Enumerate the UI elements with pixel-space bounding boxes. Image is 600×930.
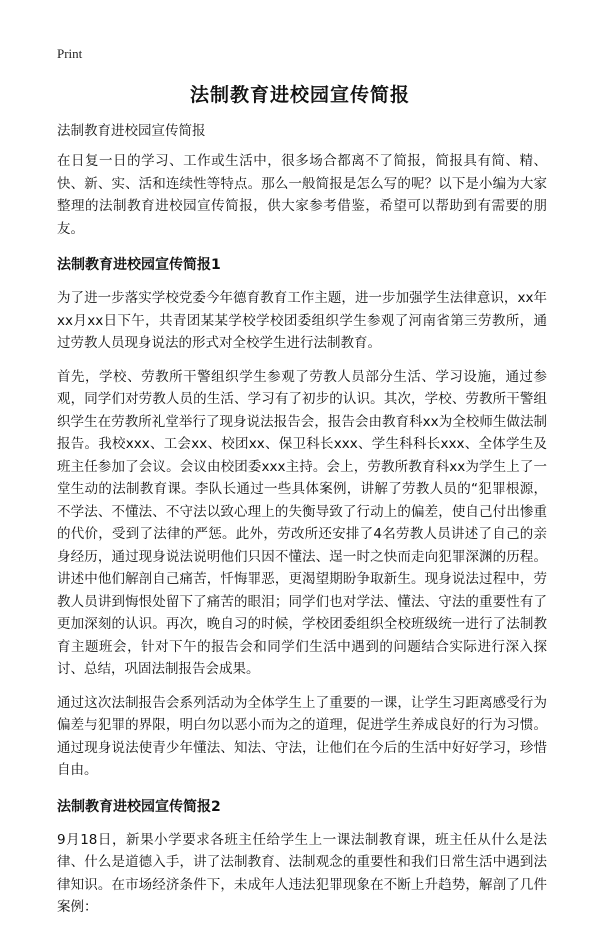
document-subtitle: 法制教育进校园宣传简报 bbox=[57, 123, 206, 139]
print-label: Print bbox=[57, 46, 83, 61]
intro-paragraph: 在日复一日的学习、工作或生活中，很多场合都离不了简报，简报具有简、精、快、新、实、活和连续性等特点。那么一般简报是怎么写的呢？以下是小编为大家整理的法制教育进校园宣传简报，供大家参考借鉴，希望可以帮助到有需要的朋友。 bbox=[57, 153, 547, 237]
page-title: 法制教育进校园宣传简报 bbox=[189, 84, 410, 106]
document-body bbox=[57, 120, 547, 930]
section-2-paragraph-1: 9月18日，新果小学要求各班主任给学生上一课法制教育课，班主任从什么是法律、什么是道德入手，讲了法制教育、法制观念的重要性和我们日常生活中遇到法律知识。在市场经济条件下，未成年人违法犯罪现象在不断上升趋势，解剖了几件案例： bbox=[57, 831, 547, 915]
section-heading-1: 法制教育进校园宣传简报1 bbox=[57, 257, 221, 273]
section-heading-2: 法制教育进校园宣传简报2 bbox=[57, 798, 221, 815]
section-1-paragraph-2: 首先，学校、劳教所干警组织学生参观了劳教人员部分生活、学习设施，通过参观，同学们对劳教人员的生活、学习有了初步的认识。其次，学校、劳教所干警组织学生在劳教所礼堂举行了现身说法报告会，报告会由教育科xx为全校师生做法制报告。我校xxx、工会xx、校团xx、保卫科长xxx、学生科科长xxx、全体学生及班主任参加了会议。会议由校团委xxx主持。会上，劳教所教育科xx为学生上了一堂生动的法制教育课。李队长通过一些具体案例，讲解了劳教人员的“犯罪根源，不学法、不懂法、不守法以致心理上的失衡导致了行动上的偏差，使自己付出惨重的代价，受到了法律的严惩。此外，劳改所还安排了4名劳教人员讲述了自己的亲身经历，通过现身说法说明他们只因不懂法、逞一时之快而走向犯罪深渊的历程。讲述中他们解剖自己痛苦，忏悔罪恶，更渴望期盼争取新生。现身说法过程中，劳教人员讲到悔恨处留下了痛苦的眼泪；同学们也对学法、懂法、守法的重要性有了更加深刻的认识。再次，晚自习的时候，学校团委组织全校班级统一进行了法制教育主题班会，针对下午的报告会和同学们生活中遇到的问题结合实际进行深入探讨、总结，巩固法制报告会成果。 bbox=[57, 368, 547, 677]
section-1-paragraph-1: 为了进一步落实学校党委今年德育教育工作主题，进一步加强学生法律意识，xx年xx月xx日下午，共青团某某学校学校团委组织学生参观了河南省第三劳教所，通过劳教人员现身说法的形式对全校学生进行法制教育。 bbox=[57, 290, 547, 351]
section-1-paragraph-3: 通过这次法制报告会系列活动为全体学生上了重要的一课，让学生习距离感受行为偏差与犯罪的界限，明白勿以恶小而为之的道理，促进学生养成良好的行为习惯。通过现身说法使青少年懂法、知法、守法，让他们在今后的生活中好好学习，珍惜自由。 bbox=[57, 694, 547, 778]
